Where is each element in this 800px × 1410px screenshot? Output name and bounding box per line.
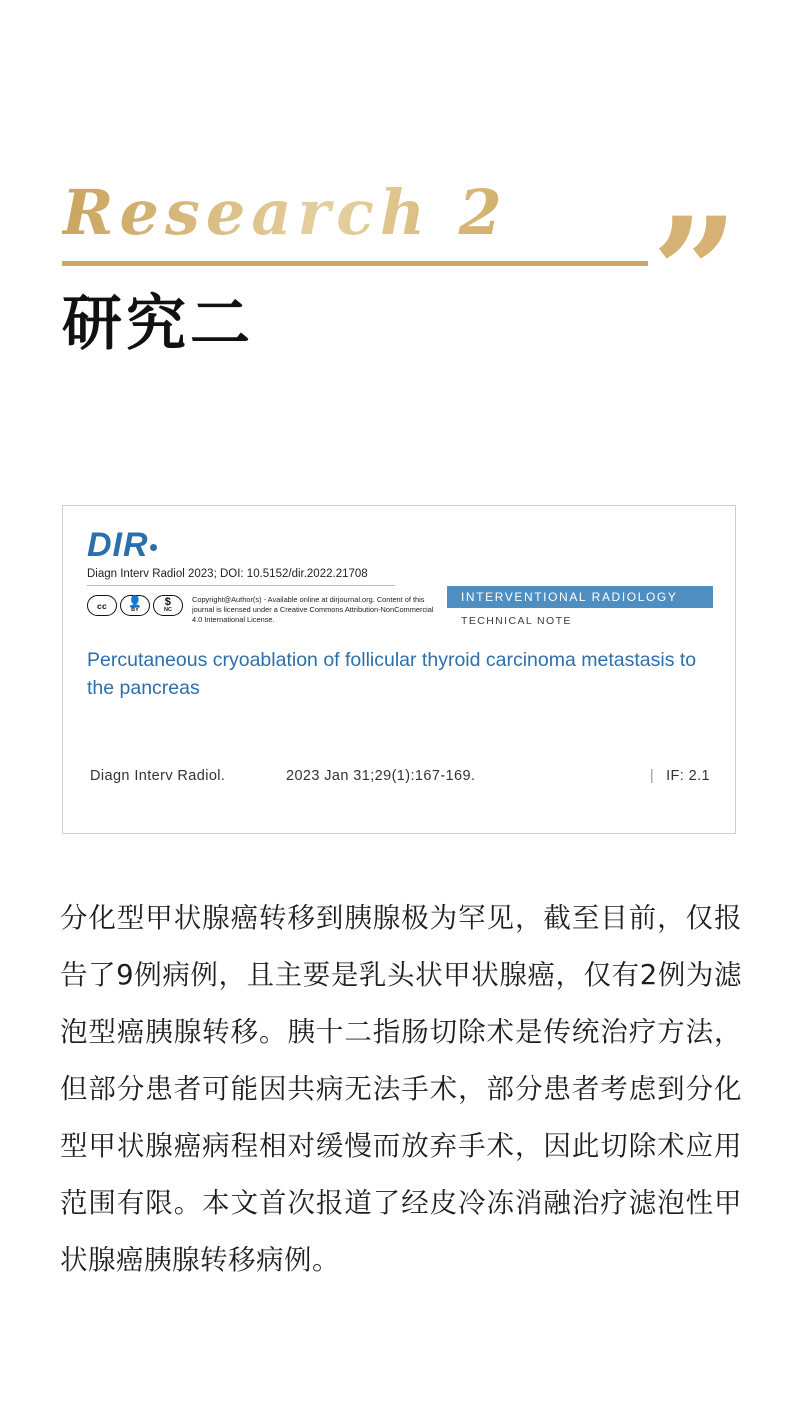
section-banner (447, 586, 713, 627)
journal-logo (87, 528, 711, 562)
citation-divider: | (649, 768, 655, 784)
cc-icon: cc (87, 595, 117, 616)
page-title-latin: Research 2 (62, 180, 738, 245)
section-banner-label: INTERVENTIONAL RADIOLOGY (447, 586, 713, 608)
impact-factor: IF: 2.1 (666, 768, 710, 784)
cc-by-icon: 👤 BY (120, 595, 150, 616)
page-header (62, 176, 740, 361)
summary-paragraph: 分化型甲状腺癌转移到胰腺极为罕见，截至目前，仅报告了9例病例，且主要是乳头状甲状腺癌，仅有2例为滤泡型癌胰腺转移。胰十二指肠切除术是传统治疗方法，但部分患者可能因共病无法手术，部分患者考虑到分化型甲状腺癌病程相对缓慢而放弃手术，因此切除术应用范围有限。本文首次报道了经皮冷冻消融治疗滤泡性甲状腺癌胰腺转移病例。 (60, 902, 742, 1276)
logo-dot-icon (150, 544, 157, 551)
gold-divider (62, 261, 648, 266)
paper-title: Percutaneous cryoablation of follicular thyroid carcinoma metastasis to the pancreas (87, 649, 697, 700)
license-text: Copyright@Author(s) - Available online at dirjournal.org. Content of this journal is licensed under a Creative Commons Attribution-NonCommercial 4.0 International License. (192, 595, 434, 624)
paper-preview-card (62, 505, 736, 834)
quote-mark-icon: ” (651, 185, 740, 361)
citation-issue: 2023 Jan 31;29(1):167-169. (286, 768, 476, 784)
doi-line: Diagn Interv Radiol 2023; DOI: 10.5152/dir.2022.21708 (87, 568, 395, 586)
page-title: 研究二 (62, 289, 254, 360)
article-type-label: TECHNICAL NOTE (461, 615, 572, 627)
creative-commons-badges (87, 595, 183, 616)
cc-nc-icon: $ NC (153, 595, 183, 616)
citation-row (90, 768, 710, 784)
citation-journal: Diagn Interv Radiol. (90, 768, 226, 784)
journal-logo-text: DIR (87, 526, 149, 564)
